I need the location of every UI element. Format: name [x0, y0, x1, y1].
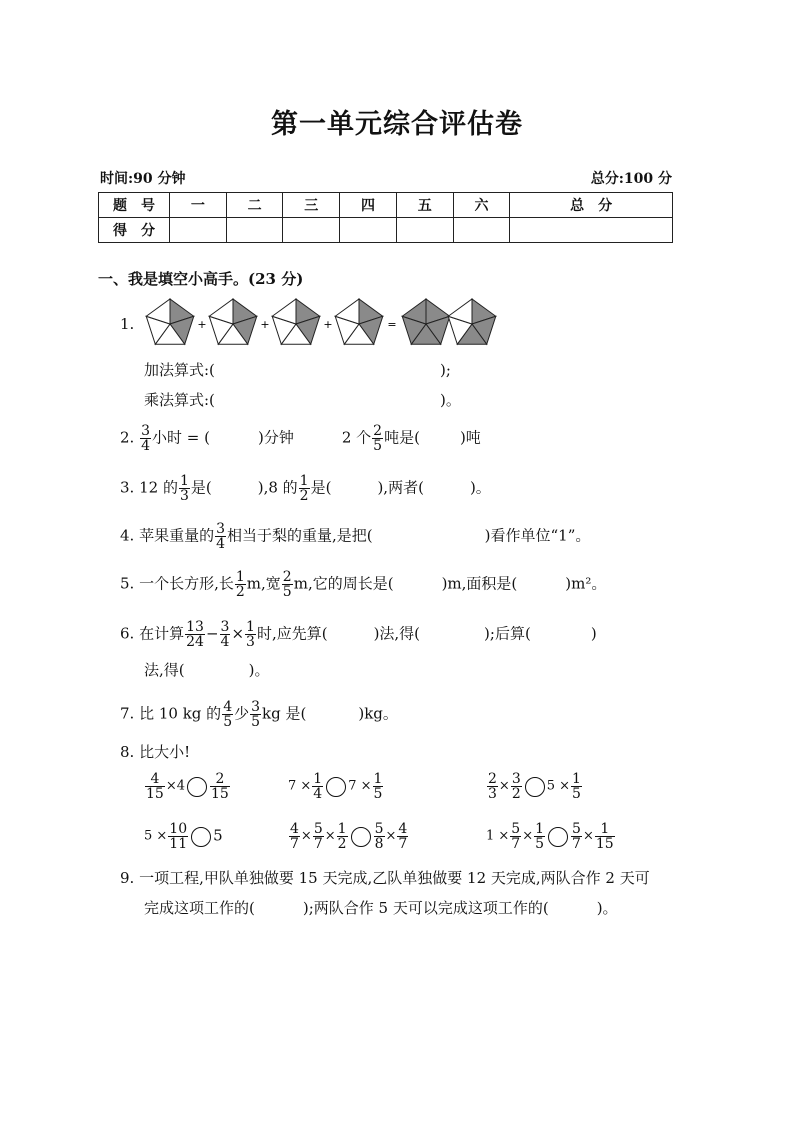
- score-cell: 四: [340, 193, 397, 218]
- text: kg 是(: [262, 704, 307, 723]
- denominator: 4: [220, 634, 230, 650]
- question-number: 5.: [120, 574, 135, 593]
- fraction: [299, 474, 310, 503]
- numerator: 4: [223, 699, 233, 715]
- fraction: [185, 620, 205, 649]
- pentagon: [272, 299, 320, 344]
- question-number: 7.: [120, 704, 135, 723]
- text: 完成这项工作的(: [144, 899, 255, 917]
- question-9: [120, 868, 650, 888]
- question-3: [120, 474, 491, 503]
- compare-item: [288, 822, 409, 851]
- fraction: [337, 822, 348, 851]
- fraction: [250, 700, 261, 729]
- numerator: 3: [511, 771, 521, 787]
- text: )看作单位“1”。: [484, 526, 591, 545]
- score-cell: 总 分: [510, 193, 673, 218]
- multiplication-expression-label: 乘法算式:(: [144, 391, 215, 409]
- fraction: [222, 700, 233, 729]
- fraction: [313, 822, 324, 851]
- fraction: [289, 822, 300, 851]
- compare-circle[interactable]: [326, 777, 346, 797]
- denominator: 2: [299, 488, 309, 504]
- fraction: [487, 772, 498, 801]
- compare-item: [486, 772, 583, 801]
- text: 小时 = (: [152, 428, 210, 447]
- multiplication-expression-end: )。: [440, 391, 461, 409]
- score-cell: 三: [283, 193, 340, 218]
- score-input-cell[interactable]: [226, 218, 283, 243]
- question-6: [120, 620, 597, 649]
- fraction: [210, 772, 230, 801]
- fraction: [282, 570, 293, 599]
- score-cell: 一: [170, 193, 227, 218]
- compare-item: [486, 822, 616, 851]
- numerator: 13: [186, 619, 204, 635]
- text: )kg。: [358, 704, 398, 723]
- compare-circle[interactable]: [548, 827, 568, 847]
- text: 7 ×: [288, 778, 312, 794]
- text: 1 ×: [486, 828, 510, 844]
- section-heading: 一、我是填空小高手。(23 分): [98, 270, 304, 288]
- text: 比 10 kg 的: [139, 704, 222, 723]
- numerator: 3: [220, 619, 230, 635]
- score-input-cell[interactable]: [340, 218, 397, 243]
- score-cell: 题 号: [99, 193, 170, 218]
- denominator: 5: [223, 714, 233, 730]
- text: m,宽: [246, 574, 281, 593]
- text: 苹果重量的: [139, 526, 215, 545]
- denominator: 5: [251, 714, 261, 730]
- numerator: 2: [282, 569, 292, 585]
- text: 法,得(: [144, 661, 185, 679]
- question-number: 3.: [120, 478, 135, 497]
- denominator: 2: [511, 786, 521, 802]
- compare-circle[interactable]: [191, 827, 211, 847]
- plus-sign: +: [197, 318, 207, 331]
- pentagon: [448, 299, 496, 344]
- text: ),两者(: [377, 478, 424, 497]
- text: )。: [248, 661, 270, 679]
- numerator: 5: [511, 821, 521, 837]
- denominator: 5: [535, 836, 545, 852]
- text: 吨是(: [384, 428, 420, 447]
- question-number: 9.: [120, 869, 135, 887]
- text: ×: [385, 828, 397, 844]
- question-5: [120, 570, 606, 599]
- score-table-score-row: [99, 218, 673, 243]
- text: )m²。: [565, 574, 607, 593]
- text: 2 个: [341, 428, 372, 447]
- text: ×: [522, 828, 534, 844]
- fraction: [235, 570, 246, 599]
- text: )。: [469, 478, 491, 497]
- text: );两队合作 5 天可以完成这项工作的(: [302, 899, 549, 917]
- numerator: 4: [145, 772, 165, 787]
- text: )分钟: [257, 428, 294, 447]
- text: 时,应先算(: [256, 624, 328, 643]
- numerator: 2: [373, 423, 383, 439]
- denominator: 2: [235, 584, 245, 600]
- text: ×: [498, 778, 510, 794]
- denominator: 5: [373, 438, 383, 454]
- score-table: [98, 192, 673, 243]
- score-input-cell[interactable]: [170, 218, 227, 243]
- fraction: [397, 822, 408, 851]
- numerator: 1: [299, 473, 309, 489]
- fraction: [372, 424, 383, 453]
- text: ): [590, 624, 597, 643]
- score-input-cell[interactable]: [396, 218, 453, 243]
- numerator: 4: [398, 821, 408, 837]
- text: 7 ×: [348, 778, 372, 794]
- score-cell: 得 分: [99, 218, 170, 243]
- denominator: 7: [511, 836, 521, 852]
- numerator: 1: [373, 771, 383, 787]
- fraction: [215, 522, 226, 551]
- text: 比大小!: [139, 743, 191, 761]
- fraction: [374, 822, 385, 851]
- fraction: [179, 474, 190, 503]
- score-input-cell[interactable]: [453, 218, 510, 243]
- text: ),8 的: [257, 478, 298, 497]
- pentagon: [402, 299, 450, 344]
- score-cell: 六: [453, 193, 510, 218]
- denominator: 3: [488, 786, 497, 802]
- denominator: 3: [179, 488, 189, 504]
- fraction: [140, 424, 151, 453]
- denominator: 7: [572, 836, 581, 852]
- plus-sign: +: [323, 318, 333, 331]
- question-7: [120, 700, 398, 729]
- addition-expression-label: 加法算式:(: [144, 361, 215, 379]
- text: 是(: [190, 478, 212, 497]
- numerator: 2: [210, 772, 230, 787]
- denominator: 4: [141, 438, 151, 454]
- score-cell: 二: [226, 193, 283, 218]
- fraction: [510, 822, 521, 851]
- compare-circle[interactable]: [525, 777, 545, 797]
- text: 是(: [310, 478, 332, 497]
- question-number: 8.: [120, 743, 135, 761]
- denominator: 24: [186, 634, 204, 650]
- text: 在计算: [139, 624, 185, 643]
- pentagon: [335, 299, 383, 344]
- multiplication-answer-blank[interactable]: [222, 388, 434, 410]
- denominator: 15: [595, 836, 614, 852]
- numerator: 1: [595, 822, 615, 837]
- text: );后算(: [484, 624, 531, 643]
- fraction: [571, 772, 582, 801]
- denominator: 7: [398, 836, 408, 852]
- compare-circle[interactable]: [187, 777, 207, 797]
- question-6-line-2: [144, 660, 269, 680]
- score-input-cell[interactable]: [283, 218, 340, 243]
- text: )吨: [459, 428, 481, 447]
- denominator: 15: [211, 786, 229, 802]
- denominator: 7: [290, 836, 299, 852]
- total-score: 总分:100 分: [590, 171, 672, 187]
- question-number: 1.: [120, 315, 135, 333]
- fraction: [373, 772, 384, 801]
- compare-circle[interactable]: [351, 827, 371, 847]
- pentagon-figures: [140, 296, 500, 350]
- denominator: 7: [313, 836, 323, 852]
- question-9-line-2: [144, 898, 618, 918]
- fraction: [534, 822, 545, 851]
- text: 5 ×: [546, 778, 571, 794]
- question-8: [120, 742, 190, 762]
- compare-item: [288, 772, 384, 801]
- fraction: [168, 822, 188, 851]
- text: 5: [213, 826, 223, 845]
- text: ×: [582, 828, 594, 844]
- fraction: [571, 822, 582, 851]
- numerator: 5: [572, 821, 581, 837]
- plus-sign: +: [260, 318, 270, 331]
- addition-answer-blank[interactable]: [222, 358, 434, 380]
- fraction: [511, 772, 522, 801]
- numerator: 5: [313, 821, 323, 837]
- text: )。: [596, 899, 618, 917]
- pentagon: [146, 299, 194, 344]
- compare-item: [144, 772, 231, 801]
- denominator: 4: [216, 536, 226, 552]
- denominator: 8: [374, 836, 384, 852]
- text: 一个长方形,长: [139, 574, 234, 593]
- numerator: 1: [235, 569, 245, 585]
- numerator: 1: [179, 473, 189, 489]
- question-number: 2.: [120, 428, 135, 447]
- numerator: 1: [572, 771, 581, 787]
- denominator: 11: [169, 836, 188, 852]
- denominator: 3: [246, 634, 255, 650]
- text: 相当于梨的重量,是把(: [227, 526, 373, 545]
- numerator: 1: [313, 771, 323, 787]
- question-2: [120, 424, 481, 453]
- fraction: [312, 772, 323, 801]
- numerator: 5: [374, 821, 384, 837]
- operator: ×: [231, 624, 245, 643]
- denominator: 4: [313, 786, 323, 802]
- numerator: 1: [337, 821, 347, 837]
- compare-item: [144, 822, 223, 851]
- denominator: 5: [282, 584, 292, 600]
- operator: −: [205, 624, 219, 643]
- score-input-cell[interactable]: [510, 218, 673, 243]
- text: 一项工程,甲队单独做要 15 天完成,乙队单独做要 12 天完成,两队合作 2 天可: [139, 869, 650, 887]
- time-limit: 时间:90 分钟: [100, 171, 186, 187]
- pentagon: [209, 299, 257, 344]
- text: 12 的: [139, 478, 178, 497]
- denominator: 2: [337, 836, 347, 852]
- question-number: 6.: [120, 624, 135, 643]
- equals-sign: =: [387, 318, 397, 331]
- text: ×: [324, 828, 336, 844]
- numerator: 3: [251, 699, 261, 715]
- page-title: 第一单元综合评估卷: [271, 109, 523, 140]
- question-4: [120, 522, 590, 551]
- fraction: [220, 620, 231, 649]
- numerator: 2: [488, 771, 497, 787]
- fraction: [145, 772, 165, 801]
- text: )法,得(: [373, 624, 421, 643]
- addition-expression-end: );: [440, 361, 451, 379]
- text: 5 ×: [144, 828, 168, 844]
- denominator: 15: [146, 786, 164, 802]
- score-cell: 五: [396, 193, 453, 218]
- text: m,它的周长是(: [293, 574, 394, 593]
- text: )m,面积是(: [441, 574, 518, 593]
- fraction: [595, 822, 615, 851]
- numerator: 10: [169, 821, 188, 837]
- text: ×: [300, 828, 312, 844]
- numerator: 1: [535, 821, 545, 837]
- fraction: [245, 620, 256, 649]
- text: 少: [234, 704, 250, 723]
- denominator: 5: [373, 786, 383, 802]
- text: ×4: [165, 778, 185, 794]
- question-number: 4.: [120, 526, 135, 545]
- denominator: 5: [572, 786, 581, 802]
- numerator: 1: [246, 619, 255, 635]
- numerator: 3: [141, 423, 151, 439]
- score-table-header-row: [99, 193, 673, 218]
- numerator: 4: [290, 821, 299, 837]
- numerator: 3: [216, 521, 226, 537]
